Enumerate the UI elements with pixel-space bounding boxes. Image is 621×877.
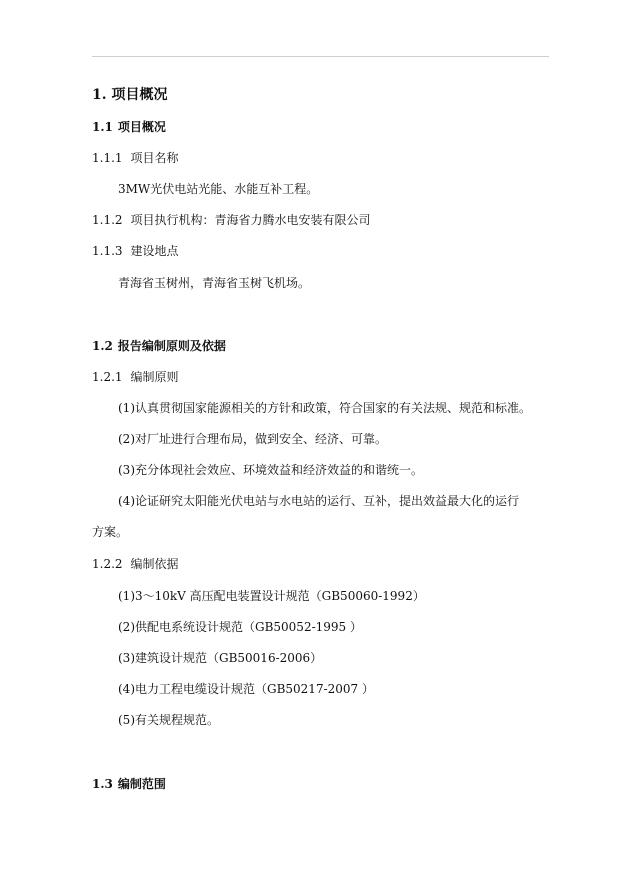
basis-item: (4)电力工程电缆设计规范（GB50217-2007 ） [118, 682, 374, 696]
heading-1-1-3 [92, 243, 179, 259]
heading-title: 项目概况 [117, 120, 166, 134]
location-text: 青海省玉树州，青海省玉树飞机场。 [118, 276, 311, 290]
heading-1 [92, 87, 168, 103]
heading-number: 1.1.2 [92, 213, 123, 227]
heading-1-3 [92, 776, 166, 792]
basis-item: (2)供配电系统设计规范（GB50052-1995 ） [118, 620, 362, 634]
heading-title: 项目名称 [130, 151, 179, 165]
heading-1-2-1 [92, 369, 179, 385]
heading-number: 1.2.1 [92, 370, 123, 384]
heading-title: 编制范围 [117, 777, 166, 791]
heading-1-1-1 [92, 150, 179, 166]
heading-title: 项目执行机构：青海省力腾水电安装有限公司 [130, 213, 371, 227]
heading-1-1 [92, 119, 166, 135]
heading-1-1-2 [92, 212, 371, 228]
basis-item: (3)建筑设计规范（GB50016-2006） [118, 651, 323, 665]
heading-number: 1.2.2 [92, 557, 123, 571]
header-rule [92, 56, 549, 57]
heading-number: 1.1.3 [92, 244, 123, 258]
heading-number: 1.1 [92, 120, 113, 134]
heading-number: 1.3 [92, 777, 113, 791]
heading-number: 1.1.1 [92, 151, 123, 165]
heading-title: 建设地点 [130, 244, 179, 258]
principle-item: (1)认真贯彻国家能源相关的方针和政策，符合国家的有关法规、规范和标准。 [118, 401, 532, 415]
heading-number: 1. [92, 87, 107, 103]
basis-item: (5)有关规程规范。 [118, 713, 219, 727]
principle-item: (4)论证研究太阳能光伏电站与水电站的运行、互补，提出效益最大化的运行方案。 [92, 494, 520, 539]
heading-title: 编制依据 [130, 557, 179, 571]
heading-title: 报告编制原则及依据 [117, 339, 226, 353]
heading-title: 编制原则 [130, 370, 179, 384]
heading-1-2 [92, 338, 226, 354]
heading-1-2-2 [92, 556, 179, 572]
principle-item: (2)对厂址进行合理布局，做到安全、经济、可靠。 [118, 432, 387, 446]
heading-title: 项目概况 [111, 87, 168, 103]
basis-item: (1)3～10kV 高压配电装置设计规范（GB50060-1992） [118, 589, 425, 603]
principle-item: (3)充分体现社会效应、环境效益和经济效益的和谐统一。 [118, 463, 424, 477]
project-name-text: 3MW光伏电站光能、水能互补工程。 [118, 182, 319, 196]
heading-number: 1.2 [92, 339, 113, 353]
